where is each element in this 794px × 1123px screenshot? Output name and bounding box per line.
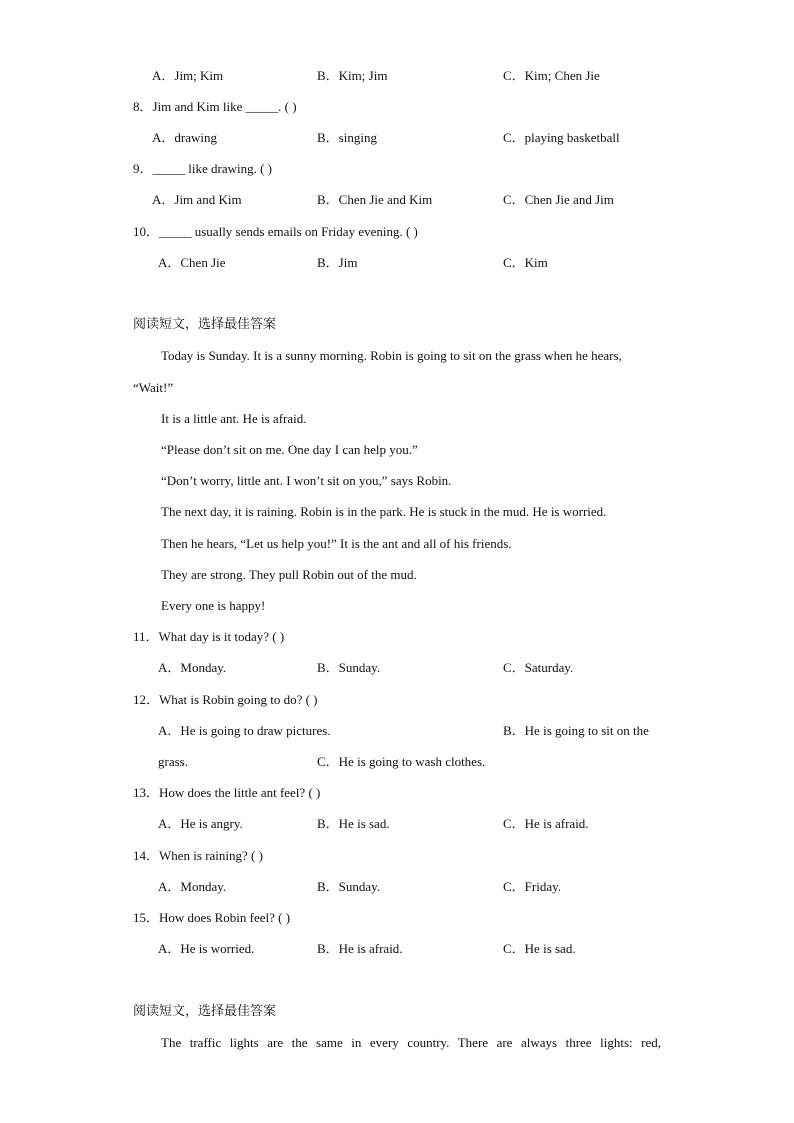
q8-option-c: C．playing basketball [503,130,620,145]
section-heading: 阅读短文，选择最佳答案 [133,1004,277,1019]
passage-line: Every one is happy! [161,598,266,613]
passage-line: The traffic lights are the same in every country. There are always three lights: red, [161,1035,661,1050]
passage-line: Then he hears, “Let us help you!” It is the ant and all of his friends. [161,536,512,551]
q10-stem: 10．_____ usually sends emails on Friday evening. ( ) [133,224,418,239]
q12-stem: 12．What is Robin going to do? ( ) [133,692,318,707]
section-heading: 阅读短文，选择最佳答案 [133,317,277,332]
q11-stem: 11．What day is it today? ( ) [133,629,285,644]
q12-option-a: A．He is going to draw pictures. [158,723,331,738]
q10-option-a: A．Chen Jie [158,255,226,270]
q10-option-b: B．Jim [317,255,358,270]
q7-option-b: B．Kim; Jim [317,68,388,83]
q15-option-b: B．He is afraid. [317,941,403,956]
passage-line: “Don’t worry, little ant. I won’t sit on you,” says Robin. [161,473,452,488]
q13-option-c: C．He is afraid. [503,816,589,831]
q14-option-b: B．Sunday. [317,879,381,894]
passage-line: The next day, it is raining. Robin is in the park. He is stuck in the mud. He is worried. [161,504,607,519]
q9-option-c: C．Chen Jie and Jim [503,192,614,207]
passage-line: Today is Sunday. It is a sunny morning. Robin is going to sit on the grass when he hears, [161,348,622,363]
q13-option-a: A．He is angry. [158,816,243,831]
q9-option-a: A．Jim and Kim [152,192,242,207]
q9-stem: 9．_____ like drawing. ( ) [133,161,273,176]
passage-line: “Wait!” [133,380,174,395]
q13-stem: 13．How does the little ant feel? ( ) [133,785,321,800]
passage-line: They are strong. They pull Robin out of the mud. [161,567,417,582]
q8-option-b: B．singing [317,130,377,145]
q8-stem: 8．Jim and Kim like _____. ( ) [133,99,297,114]
q12-option-c: C．He is going to wash clothes. [317,754,486,769]
passage-line: “Please don’t sit on me. One day I can help you.” [161,442,418,457]
q7-option-c: C．Kim; Chen Jie [503,68,600,83]
q12-option-b: B．He is going to sit on the [503,723,649,738]
q10-option-c: C．Kim [503,255,548,270]
q15-option-c: C．He is sad. [503,941,576,956]
q13-option-b: B．He is sad. [317,816,390,831]
q15-option-a: A．He is worried. [158,941,255,956]
q14-option-a: A．Monday. [158,879,227,894]
q14-option-c: C．Friday. [503,879,562,894]
q11-option-a: A．Monday. [158,660,227,675]
q8-option-a: A．drawing [152,130,217,145]
q11-option-c: C．Saturday. [503,660,574,675]
q7-option-a: A．Jim; Kim [152,68,224,83]
q14-stem: 14．When is raining? ( ) [133,848,263,863]
q11-option-b: B．Sunday. [317,660,381,675]
q15-stem: 15．How does Robin feel? ( ) [133,910,291,925]
passage-line: It is a little ant. He is afraid. [161,411,307,426]
q9-option-b: B．Chen Jie and Kim [317,192,433,207]
q12-option-b-continued: grass. [158,754,188,769]
